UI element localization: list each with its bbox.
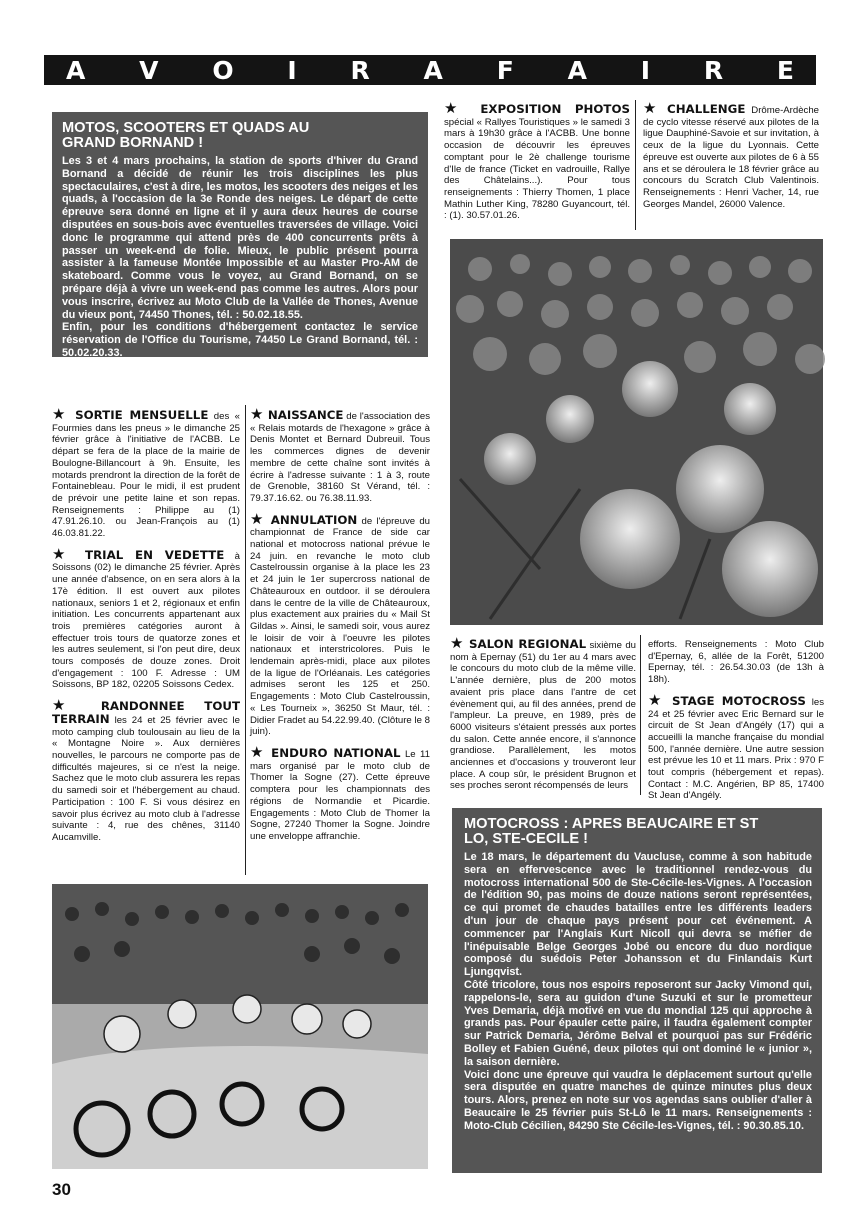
motocross-title: MOTOCROSS : APRES BEAUCAIRE ET ST LO, STE-CECILE ! <box>464 816 759 847</box>
article <box>52 545 240 691</box>
banner-letter: A <box>423 55 443 85</box>
column-5 <box>450 635 636 792</box>
article-heading: NAISSANCE <box>267 408 344 422</box>
page-number: 30 <box>52 1180 71 1199</box>
article-text: spécial « Rallyes Touristiques » le samedi 3 mars à 19h30 grâce à l'ACBB. Une bonne occasion de découvrir les épreuves comptant pour le 2è challenge tourisme d'Ile de france (Ticket en vadrouille, Rallye des Châtelains...). Pour tous renseignements : Thierry Thomen, 1 place Mathin Luther King, 78280 Guyancourt, tél. : (1). 30.57.01.26. <box>444 116 630 222</box>
crowd-photo <box>450 239 823 625</box>
article-text: à Soissons (02) le dimanche 25 février. Après une année d'absence, on en sera alors à la 17è édition. Il est ouvert aux pilotes nationaux, seniors 1 et 2, régionaux et enfin initiation. Les concurrents appartenant aux trois premières catégories auront à effectuer trois tours de quatorze zones et les autres seulement, si l'on peut dire, deux tours composés de douze zones. Droit d'engagement : 100 F. Adresse : UM Soissons, BP 182, 02205 Soissons Cedex. <box>52 550 240 691</box>
article <box>250 406 430 505</box>
column-rule <box>635 100 636 230</box>
motocross-para-1: Le 18 mars, le département du Vaucluse, comme à son habitude sera en effervescence avec le traditionnel rendez-vous du motocross international 500 de Ste-Cécile-les-Vignes. A l'occasion de l'édition 90, pas moins de douze nations seront représentées, ce qui promet de chaudes batailles entre les différents leaders d'un jour de chaque pays présent pour cet événement. A commencer par l'Anglais Kurt Nicoll qui devra se méfier de l'inépuisable Belge Georges Jobé ou encore du duo nordique composé du suédois Peter Johansson et du Finlandais Kurt Ljungqvist. <box>464 851 812 979</box>
banner-letter: I <box>640 55 651 85</box>
article <box>52 406 240 540</box>
motocross-para-3: Voici donc une épreuve qui vaudra le déplacement surtout qu'elle sera disputée en quatre manches de quinze minutes plus deux tours. Alors, prenez en note sur vos agendas sans oublier d'aller à Beaucaire le 25 février puis St-Lô le 11 mars. Renseignements : Moto-Club Cécilien, 84290 Ste Cécile-les-Vignes, tél. : 90.30.85.10. <box>464 1068 812 1132</box>
article-text: sixième du nom à Epernay (51) du 1er au 4 mars avec le concours du moto club de la même ville. L'année dernière, plus de 200 motos avaient pris place dans l'antre de cet évènement qui, au fil des années, prend de l'ampleur. La preuve, en 1989, près de 6000 visiteurs s'étaient pressés aux portes du salon. Cette année encore, il s'annonce grandiose. Parallèlement, les motos anciennes et d'occasions y trouveront leur place. A coup sûr, le président Brugnon et ses proches seront récompensés de leurs <box>450 640 636 792</box>
banner-letter: R <box>703 55 724 85</box>
column-4 <box>643 100 820 232</box>
column-rule <box>245 405 246 875</box>
star-icon: ★ <box>648 691 672 709</box>
column-6 <box>648 639 824 809</box>
banner-letter: E <box>776 55 794 85</box>
article <box>648 639 824 686</box>
article-heading: ANNULATION <box>270 512 358 527</box>
banner-letter: A <box>66 55 86 85</box>
star-icon: ★ <box>52 406 76 423</box>
banner-letter: V <box>139 55 159 85</box>
star-icon: ★ <box>52 697 101 715</box>
article-text: Drôme-Ardèche de cyclo vitesse réservé aux pilotes de la ligue Dauphiné-Savoie et sur invitation, à ceux de la ligue du Lyonnais. Cette épreuve est ouverte aux pilotes de 6 à 55 ans et se déroulera le 18 février grâce au concours du Scratch Club Valentinois. Renseignements : Henri Vacher, 14, rue Georges Mandel, 26000 Valence. <box>643 105 820 210</box>
article-heading: RANDONNEE TOUT TERRAIN <box>52 699 240 726</box>
article <box>450 635 636 792</box>
article-heading: TRIAL EN VEDETTE <box>85 547 225 562</box>
article <box>250 743 430 843</box>
banner-letter: A <box>567 55 587 85</box>
banner-letter: I <box>287 55 297 85</box>
article-text: de l'association des « Relais motards de l'hexagone » grâce à Denis Montet et Bernard Dubreuil. Tous les commerces dignes de devenir membre de cette chaîne sont invités à écrire à l'adresse suivante : 1 à 3, route de Grenoble, 38160 St Vérand, tél. : 79.37.16.62. ou 76.38.11.93. <box>250 411 430 504</box>
grand-bornand-para-1: Les 3 et 4 mars prochains, la station de sports d'hiver du Grand Bornand a décidé de réunir les trois disciplines les plus spectaculaires, c'est à dire, les motos, les scooters des neiges et les quads, à l'occasion de la 3e Ronde des neiges. Le départ de cette épreuve sera donné en ligne et il y aura deux heures de course disputées en sous-bois avec éventuelles traversées de village. Voici donc le programme qui attend près de 400 concurrents prêts à passer un week-end de folie. Mieux, le public présent pourra assister à la fameuse Montée Impossible et au Master Pro-AM de skateboard. Comme vous le voyez, au Grand Bornand, on se prépare déjà à vivre un week-end pas comme les autres. Alors pour vous inscrire, écrivez au Moto Club de la Vallée de Thones, Avenue du vieux pont, 74450 Thones, tél. : 50.02.18.55. <box>62 155 418 321</box>
grand-bornand-title: MOTOS, SCOOTERS ET QUADS AU GRAND BORNAND ! <box>62 120 310 151</box>
star-icon: ★ <box>52 545 86 563</box>
banner-letter: F <box>496 55 514 85</box>
article-text: de l'épreuve du championnat de France de side car national et motocross national prévue le 24 juin. en revanche le moto club Castelroussin organise à la place les 23 et 24 juin le 1er supercross national de Châteauroux en outdoor. il se déroulera dans le centre de la ville de Châteauroux, plus exactement aux prairies du « Mail St Gildas ». Ainsi, le samedi soir, vous aurez le loisir de voir à l'oeuvre les pilotes nationaux et interstricolores. Puis le lendemain après-midi, place aux pilotes de la ligue de l'Orléanais. Les catégories admises seront les 125 et 250. Engagements : Moto Club Castelroussin, « Les Tourneix », 36250 St Maur, tél. : Didier Fradet au 54.22.99.40. (Clôture le 8 juin). <box>250 515 430 738</box>
star-icon: ★ <box>643 100 668 117</box>
star-icon: ★ <box>250 743 272 761</box>
crowd-photo-graphic <box>450 239 823 625</box>
article-text: les 24 et 25 février avec le moto camping club toulousain au lieu de la « Montagne Noire ». Aux dernières nouvelles, le parcours ne comporte pas de difficultés majeures, si ce n'est la neige. Sachez que le moto club assurera les repas du samedi soir et l'hébergement au chaud. Participation : 100 F. Si vous désirez en savoir plus écrivez au moto club à l'adresse suivante : 4, rue des chênes, 31140 Aucamville. <box>52 714 240 843</box>
article <box>648 691 824 802</box>
column-rule <box>640 635 641 795</box>
star-icon: ★ <box>250 510 271 528</box>
grand-bornand-para-2: Enfin, pour les conditions d'hébergement contactez le service réservation de l'Office du Tourisme, 74450 Le Grand Bornand, tél. : 50.02.20.33. <box>62 321 418 359</box>
article-text: des « Fourmies dans les pneus » le dimanche 25 février grâce à l'initiative de l'ACBB. Le départ se fera de la place de la mairie de Boulogne-Billancourt à 9h. Ensuite, les motards prendront la direction de la forêt de Fontainebleau. Pour le midi, il est prudent de prévoir une petite laine et son repas. Renseignements : Philippe au (1) 47.91.26.10. ou Jean-François au (1) 46.03.81.22. <box>52 411 240 540</box>
motocross-para-2: Côté tricolore, tous nos espoirs reposeront sur Jacky Vimond qui, rappelons-le, sera au guidon d'une Suzuki et sur le prometteur Yves Demaria, déjà motivé en vue du mondial 125 qui approche à grands pas. Pour épauler cette paire, il faudra également compter sur Patrick Demaria, Jérôme Belval et pourquoi pas sur Frédéric Bolley et Fabien Guéné, deux pilotes qui ont dominé le « junior », la saison dernière. <box>464 978 812 1068</box>
article-heading: SORTIE MENSUELLE <box>75 408 209 422</box>
article-heading: STAGE MOTOCROSS <box>672 693 806 708</box>
article <box>444 100 631 222</box>
motocross-box <box>452 808 822 1173</box>
article <box>250 510 430 738</box>
article-heading: EXPOSITION PHOTOS <box>480 102 631 116</box>
article-text: les 24 et 25 février avec Eric Bernard sur le circuit de St Jean d'Angély (17) qui a accueilli la manche française du mondial 500, l'année dernière. Une autre session est prévue les 10 et 11 mars. Prix : 970 F tout compris (hébergement et repas). Contact : M.C. Angérien, BP 85, 17400 St Jean d'Angély. <box>648 696 824 802</box>
article-heading: CHALLENGE <box>667 102 746 116</box>
star-icon: ★ <box>444 100 481 117</box>
banner-letter: R <box>350 55 370 85</box>
article-heading: SALON REGIONAL <box>468 637 587 651</box>
article-text: efforts. Renseignements : Moto Club d'Epernay, 6, allée de la Forêt, 51200 Epernay, tél. : 26.54.30.03 (de 13h à 18h). <box>648 639 824 686</box>
article-heading: ENDURO NATIONAL <box>271 745 401 760</box>
column-1 <box>52 406 240 843</box>
race-start-photo-graphic <box>52 884 428 1169</box>
article-text: Le 11 mars organisé par le moto club de Thomer la Sogne (27). Cette épreuve comptera pour les championnats des régions de Normandie et Picardie. Engagements : Moto Club de Thomer la Sogne, 27240 Thomer la Sogne. Joindre une enveloppe affranchie. <box>250 748 430 842</box>
article <box>52 697 240 843</box>
section-banner <box>44 55 816 85</box>
star-icon: ★ <box>450 635 469 652</box>
column-3 <box>444 100 631 232</box>
banner-letter: O <box>212 55 234 85</box>
race-start-photo <box>52 884 428 1169</box>
article <box>643 100 820 210</box>
grand-bornand-box <box>52 112 428 357</box>
column-2 <box>250 406 430 880</box>
star-icon: ★ <box>250 406 268 423</box>
